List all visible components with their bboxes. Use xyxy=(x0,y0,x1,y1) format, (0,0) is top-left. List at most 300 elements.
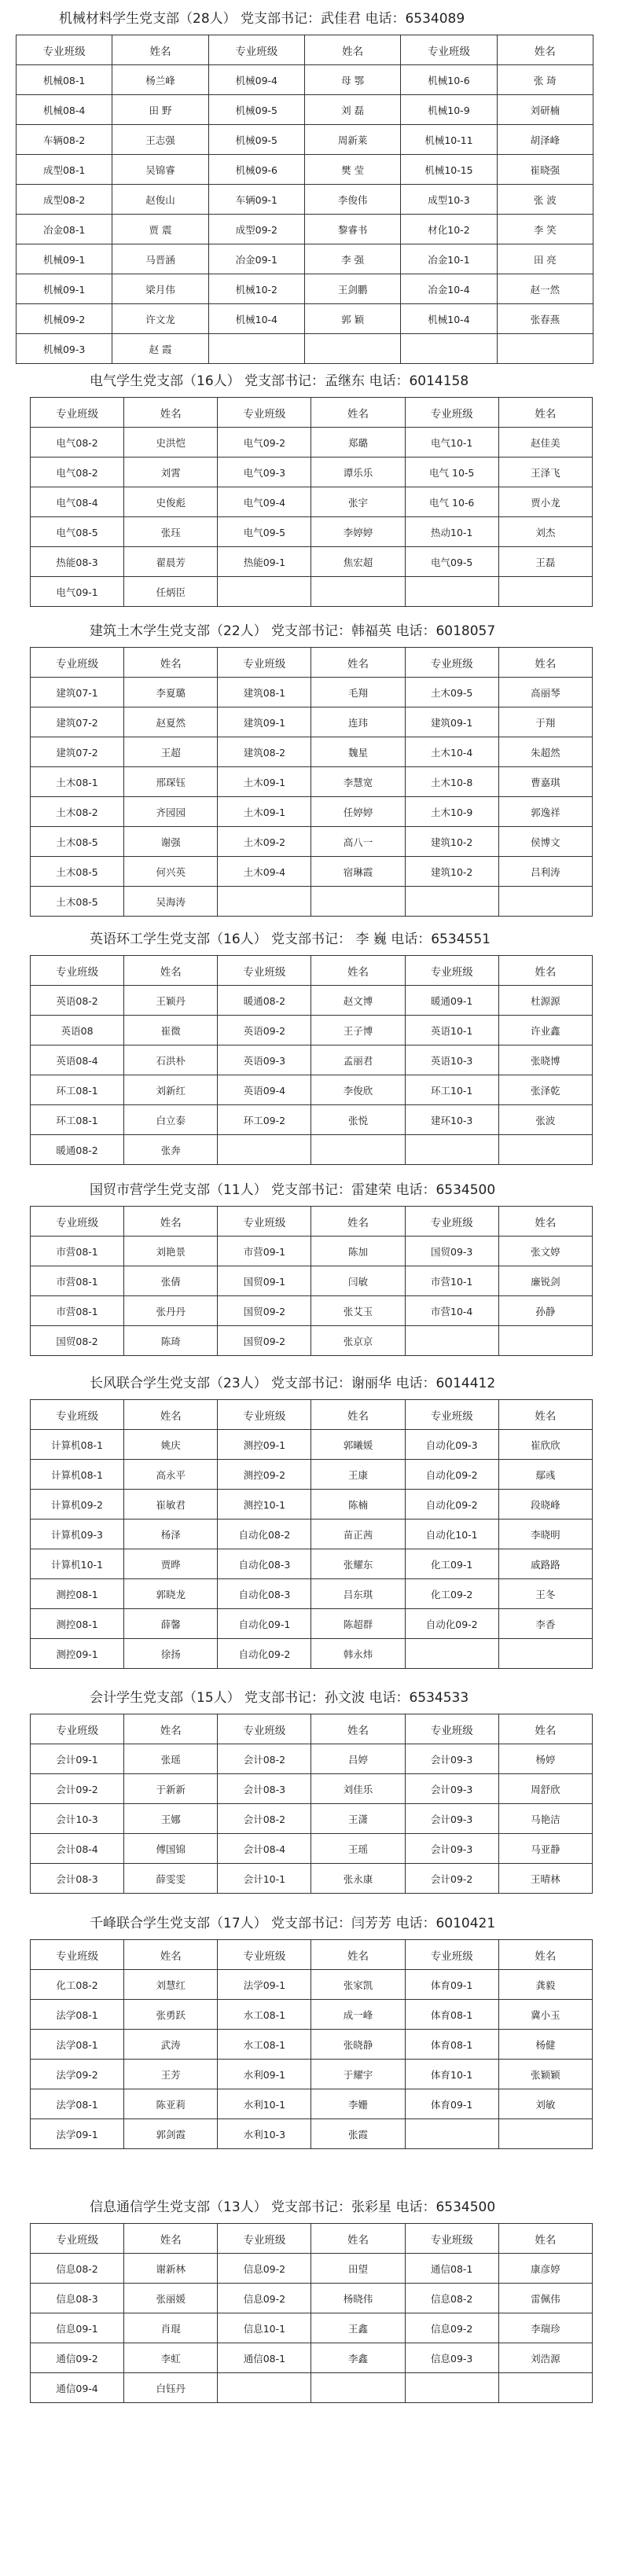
column-header: 姓名 xyxy=(311,2224,405,2254)
column-header: 姓名 xyxy=(498,1207,592,1237)
class-cell: 市营10-4 xyxy=(405,1296,498,1326)
name-cell: 于新新 xyxy=(124,1774,218,1804)
table-row xyxy=(31,1135,593,1165)
column-header: 专业班级 xyxy=(218,2224,311,2254)
name-cell: 母 鄂 xyxy=(304,65,400,95)
section-title: 信息通信学生党支部（13人） 党支部书记：张彩星 电话：6534500 xyxy=(90,2199,496,2215)
name-cell: 周新莱 xyxy=(304,125,400,155)
name-cell xyxy=(498,2119,592,2149)
table-row xyxy=(31,737,593,767)
name-cell: 朱超然 xyxy=(498,737,592,767)
table-row xyxy=(31,1639,593,1669)
class-cell: 化工08-2 xyxy=(31,1970,124,2000)
name-cell: 赵夏然 xyxy=(124,707,218,737)
table-row xyxy=(31,547,593,577)
name-cell: 任婷婷 xyxy=(311,797,405,827)
table-row xyxy=(31,2254,593,2284)
name-cell: 武涛 xyxy=(124,2030,218,2060)
class-cell: 水利10-3 xyxy=(218,2119,311,2149)
class-cell: 水工08-1 xyxy=(218,2030,311,2060)
class-cell: 机械09-5 xyxy=(208,95,304,125)
class-cell: 电气08-2 xyxy=(31,428,124,458)
branch-section-trade-marketing xyxy=(30,1174,593,1356)
name-cell: 宿琳霞 xyxy=(311,857,405,887)
column-header: 专业班级 xyxy=(401,35,497,65)
table-row xyxy=(17,244,593,274)
class-cell: 土木10-4 xyxy=(405,737,498,767)
table-row xyxy=(31,1744,593,1774)
section-title: 长风联合学生党支部（23人） 党支部书记：谢丽华 电话：6014412 xyxy=(90,1376,496,1391)
class-cell: 热动10-1 xyxy=(405,517,498,547)
column-header: 姓名 xyxy=(498,1940,592,1970)
class-cell: 信息09-2 xyxy=(218,2254,311,2284)
name-cell: 王鑫 xyxy=(311,2313,405,2343)
name-cell: 张京京 xyxy=(311,1326,405,1356)
name-cell: 孟丽君 xyxy=(311,1045,405,1075)
table-header-row xyxy=(17,35,593,65)
name-cell: 傅国锦 xyxy=(124,1834,218,1864)
class-cell: 测控08-1 xyxy=(31,1579,124,1609)
class-cell: 土木08-2 xyxy=(31,797,124,827)
name-cell: 吕婷 xyxy=(311,1744,405,1774)
name-cell: 史俊彪 xyxy=(124,487,218,517)
class-cell: 计算机10-1 xyxy=(31,1549,124,1579)
class-cell: 国贸09-2 xyxy=(218,1326,311,1356)
class-cell: 热能09-1 xyxy=(218,547,311,577)
table-row xyxy=(31,1237,593,1266)
class-cell: 土木09-1 xyxy=(218,767,311,797)
name-cell: 薛雯雯 xyxy=(124,1864,218,1894)
name-cell: 李香 xyxy=(498,1609,592,1639)
class-cell: 电气 10-5 xyxy=(405,458,498,487)
table-row xyxy=(31,767,593,797)
name-cell: 王超 xyxy=(124,737,218,767)
name-cell: 张 波 xyxy=(497,185,593,215)
class-cell xyxy=(405,1639,498,1669)
name-cell: 马晋涵 xyxy=(112,244,208,274)
table-row xyxy=(31,1016,593,1045)
name-cell: 王剑鹏 xyxy=(304,274,400,304)
class-cell: 信息08-2 xyxy=(405,2284,498,2313)
class-cell: 信息09-1 xyxy=(31,2313,124,2343)
name-cell: 张晓静 xyxy=(311,2030,405,2060)
name-cell: 贾小龙 xyxy=(498,487,592,517)
name-cell: 刘慧红 xyxy=(124,1970,218,2000)
name-cell: 石洪朴 xyxy=(124,1045,218,1075)
name-cell: 高八一 xyxy=(311,827,405,857)
name-cell xyxy=(311,1135,405,1165)
branch-section-qianfeng xyxy=(30,1908,593,2149)
name-cell: 张耀东 xyxy=(311,1549,405,1579)
table-row xyxy=(31,1105,593,1135)
class-cell: 机械09-6 xyxy=(208,155,304,185)
column-header: 姓名 xyxy=(311,648,405,678)
class-cell xyxy=(218,577,311,607)
class-cell: 土木10-9 xyxy=(405,797,498,827)
name-cell: 田 野 xyxy=(112,95,208,125)
name-cell: 杨兰峰 xyxy=(112,65,208,95)
class-cell: 电气09-3 xyxy=(218,458,311,487)
column-header: 专业班级 xyxy=(31,1940,124,1970)
column-header: 姓名 xyxy=(124,1207,218,1237)
table-row xyxy=(17,274,593,304)
class-cell: 体育08-1 xyxy=(405,2000,498,2030)
section-title: 建筑土木学生党支部（22人） 党支部书记：韩福英 电话：6018057 xyxy=(90,623,496,639)
column-header: 专业班级 xyxy=(31,648,124,678)
table-row xyxy=(31,857,593,887)
name-cell: 张晓博 xyxy=(498,1045,592,1075)
name-cell: 刘浩源 xyxy=(498,2343,592,2373)
name-cell: 梁月伟 xyxy=(112,274,208,304)
name-cell: 陈超群 xyxy=(311,1609,405,1639)
name-cell: 王颖丹 xyxy=(124,986,218,1016)
member-table xyxy=(30,397,593,607)
name-cell: 连玮 xyxy=(311,707,405,737)
table-row xyxy=(31,2089,593,2119)
table-header-row xyxy=(31,1714,593,1744)
name-cell xyxy=(498,1326,592,1356)
name-cell: 吴海涛 xyxy=(124,887,218,917)
name-cell: 曹嘉琪 xyxy=(498,767,592,797)
class-cell: 通信09-2 xyxy=(31,2343,124,2373)
name-cell: 张波 xyxy=(498,1105,592,1135)
class-cell: 机械09-3 xyxy=(17,334,112,364)
name-cell: 韩永炜 xyxy=(311,1639,405,1669)
class-cell: 成型08-2 xyxy=(17,185,112,215)
name-cell: 张泽乾 xyxy=(498,1075,592,1105)
table-header-row xyxy=(31,956,593,986)
class-cell: 自动化09-1 xyxy=(218,1609,311,1639)
name-cell: 贾 震 xyxy=(112,215,208,244)
column-header: 姓名 xyxy=(497,35,593,65)
name-cell: 李姗 xyxy=(311,2089,405,2119)
class-cell: 建筑08-2 xyxy=(218,737,311,767)
table-row xyxy=(17,334,593,364)
table-header-row xyxy=(31,1400,593,1430)
table-row xyxy=(31,887,593,917)
column-header: 姓名 xyxy=(124,648,218,678)
name-cell: 肖琨 xyxy=(124,2313,218,2343)
column-header: 专业班级 xyxy=(31,2224,124,2254)
class-cell: 市营10-1 xyxy=(405,1266,498,1296)
name-cell: 李夏璐 xyxy=(124,678,218,707)
table-row xyxy=(31,1970,593,2000)
column-header: 专业班级 xyxy=(31,1714,124,1744)
column-header: 姓名 xyxy=(311,1207,405,1237)
name-cell: 刘艳景 xyxy=(124,1237,218,1266)
name-cell: 刘新红 xyxy=(124,1075,218,1105)
name-cell: 刘敏 xyxy=(498,2089,592,2119)
name-cell: 刘研楠 xyxy=(497,95,593,125)
class-cell: 测控08-1 xyxy=(31,1609,124,1639)
class-cell: 法学09-1 xyxy=(31,2119,124,2149)
section-title: 千峰联合学生党支部（17人） 党支部书记：闫芳芳 电话：6010421 xyxy=(90,1916,496,1931)
class-cell: 建环10-3 xyxy=(405,1105,498,1135)
class-cell: 冶金10-4 xyxy=(401,274,497,304)
name-cell: 李鑫 xyxy=(311,2343,405,2373)
class-cell: 英语09-3 xyxy=(218,1045,311,1075)
class-cell: 电气09-4 xyxy=(218,487,311,517)
column-header: 专业班级 xyxy=(218,1940,311,1970)
name-cell: 段晓峰 xyxy=(498,1490,592,1520)
class-cell: 会计09-2 xyxy=(405,1864,498,1894)
name-cell: 王瑶 xyxy=(311,1834,405,1864)
class-cell: 自动化08-3 xyxy=(218,1549,311,1579)
class-cell: 电气 10-6 xyxy=(405,487,498,517)
class-cell: 自动化08-3 xyxy=(218,1579,311,1609)
column-header: 姓名 xyxy=(311,398,405,428)
table-header-row xyxy=(31,2224,593,2254)
name-cell: 赵文博 xyxy=(311,986,405,1016)
class-cell: 机械10-9 xyxy=(401,95,497,125)
name-cell: 张艾玉 xyxy=(311,1296,405,1326)
class-cell: 自动化10-1 xyxy=(405,1520,498,1549)
name-cell: 张家凯 xyxy=(311,1970,405,2000)
name-cell: 张颖颖 xyxy=(498,2060,592,2089)
name-cell: 闫敏 xyxy=(311,1266,405,1296)
member-table xyxy=(30,2223,593,2403)
class-cell: 化工09-1 xyxy=(405,1549,498,1579)
class-cell: 电气09-5 xyxy=(405,547,498,577)
class-cell: 信息09-3 xyxy=(405,2343,498,2373)
class-cell: 国贸09-3 xyxy=(405,1237,498,1266)
class-cell: 机械10-15 xyxy=(401,155,497,185)
name-cell: 雷佩伟 xyxy=(498,2284,592,2313)
name-cell: 刘杰 xyxy=(498,517,592,547)
name-cell: 张文婷 xyxy=(498,1237,592,1266)
column-header: 专业班级 xyxy=(405,1714,498,1744)
column-header: 专业班级 xyxy=(31,1207,124,1237)
name-cell: 刘佳乐 xyxy=(311,1774,405,1804)
name-cell: 李俊伟 xyxy=(304,185,400,215)
name-cell: 王晴林 xyxy=(498,1864,592,1894)
name-cell: 杨婷 xyxy=(498,1744,592,1774)
name-cell: 王磊 xyxy=(498,547,592,577)
class-cell xyxy=(208,334,304,364)
column-header: 姓名 xyxy=(124,956,218,986)
column-header: 专业班级 xyxy=(17,35,112,65)
name-cell: 郭晓龙 xyxy=(124,1579,218,1609)
class-cell: 土木08-5 xyxy=(31,887,124,917)
table-row xyxy=(31,458,593,487)
class-cell: 通信09-4 xyxy=(31,2373,124,2403)
class-cell: 水利10-1 xyxy=(218,2089,311,2119)
member-table xyxy=(16,35,593,364)
name-cell: 魏星 xyxy=(311,737,405,767)
class-cell: 环工08-1 xyxy=(31,1105,124,1135)
name-cell: 于耀宇 xyxy=(311,2060,405,2089)
class-cell: 土木08-5 xyxy=(31,827,124,857)
name-cell: 张春燕 xyxy=(497,304,593,334)
name-cell: 胡泽峰 xyxy=(497,125,593,155)
name-cell: 鄢彧 xyxy=(498,1460,592,1490)
class-cell: 法学08-1 xyxy=(31,2000,124,2030)
table-row xyxy=(31,1834,593,1864)
name-cell: 张勇跃 xyxy=(124,2000,218,2030)
column-header: 专业班级 xyxy=(405,398,498,428)
branch-section-civil xyxy=(30,616,593,917)
member-table xyxy=(30,1399,593,1669)
name-cell: 杨晓伟 xyxy=(311,2284,405,2313)
class-cell: 机械09-5 xyxy=(208,125,304,155)
class-cell: 机械10-6 xyxy=(401,65,497,95)
class-cell: 市营09-1 xyxy=(218,1237,311,1266)
class-cell: 会计10-3 xyxy=(31,1804,124,1834)
name-cell: 廉锐剑 xyxy=(498,1266,592,1296)
branch-section-electrical xyxy=(30,366,593,607)
table-row xyxy=(31,1774,593,1804)
name-cell xyxy=(497,334,593,364)
section-title: 电气学生党支部（16人） 党支部书记：孟继东 电话：6014158 xyxy=(90,373,469,389)
class-cell xyxy=(218,2373,311,2403)
class-cell: 会计08-4 xyxy=(218,1834,311,1864)
class-cell: 土木10-8 xyxy=(405,767,498,797)
class-cell: 会计08-3 xyxy=(31,1864,124,1894)
class-cell: 会计08-3 xyxy=(218,1774,311,1804)
class-cell: 通信08-1 xyxy=(218,2343,311,2373)
column-header: 专业班级 xyxy=(405,956,498,986)
table-row xyxy=(31,707,593,737)
class-cell: 会计08-4 xyxy=(31,1834,124,1864)
class-cell: 国贸09-1 xyxy=(218,1266,311,1296)
class-cell: 建筑07-1 xyxy=(31,678,124,707)
column-header: 专业班级 xyxy=(218,648,311,678)
table-row xyxy=(31,1549,593,1579)
name-cell: 李慧宽 xyxy=(311,767,405,797)
class-cell: 冶金09-1 xyxy=(208,244,304,274)
name-cell: 姚庆 xyxy=(124,1430,218,1460)
name-cell: 苗正茜 xyxy=(311,1520,405,1549)
name-cell: 郭曦媛 xyxy=(311,1430,405,1460)
class-cell: 英语09-4 xyxy=(218,1075,311,1105)
class-cell: 建筑09-1 xyxy=(218,707,311,737)
table-row xyxy=(31,1579,593,1609)
name-cell: 赵俊山 xyxy=(112,185,208,215)
table-row xyxy=(17,304,593,334)
class-cell: 机械08-1 xyxy=(17,65,112,95)
class-cell: 测控09-1 xyxy=(31,1639,124,1669)
column-header: 专业班级 xyxy=(218,1207,311,1237)
class-cell: 会计10-1 xyxy=(218,1864,311,1894)
member-table xyxy=(30,1714,593,1894)
table-row xyxy=(17,215,593,244)
table-row xyxy=(17,185,593,215)
name-cell: 冀小玉 xyxy=(498,2000,592,2030)
column-header: 专业班级 xyxy=(208,35,304,65)
table-row xyxy=(31,986,593,1016)
section-title: 英语环工学生党支部（16人） 党支部书记： 李 巍 电话：6534551 xyxy=(90,932,491,947)
name-cell: 孙静 xyxy=(498,1296,592,1326)
class-cell: 英语10-1 xyxy=(405,1016,498,1045)
class-cell: 市营08-1 xyxy=(31,1296,124,1326)
table-row xyxy=(17,65,593,95)
name-cell xyxy=(311,577,405,607)
table-row xyxy=(31,2060,593,2089)
class-cell: 信息08-3 xyxy=(31,2284,124,2313)
name-cell: 崔微 xyxy=(124,1016,218,1045)
name-cell: 郭逸祥 xyxy=(498,797,592,827)
table-header-row xyxy=(31,1207,593,1237)
class-cell: 机械10-2 xyxy=(208,274,304,304)
column-header: 专业班级 xyxy=(218,398,311,428)
name-cell: 崔晓强 xyxy=(497,155,593,185)
class-cell: 会计09-3 xyxy=(405,1804,498,1834)
name-cell: 刘 磊 xyxy=(304,95,400,125)
class-cell: 信息09-2 xyxy=(218,2284,311,2313)
table-row xyxy=(31,1266,593,1296)
class-cell: 会计08-2 xyxy=(218,1804,311,1834)
class-cell: 自动化09-2 xyxy=(405,1609,498,1639)
name-cell: 王泽飞 xyxy=(498,458,592,487)
class-cell: 法学09-1 xyxy=(218,1970,311,2000)
class-cell: 土木08-1 xyxy=(31,767,124,797)
name-cell: 谭乐乐 xyxy=(311,458,405,487)
name-cell: 高丽琴 xyxy=(498,678,592,707)
name-cell: 李 强 xyxy=(304,244,400,274)
name-cell: 郑璐 xyxy=(311,428,405,458)
name-cell: 陈亚莉 xyxy=(124,2089,218,2119)
column-header: 专业班级 xyxy=(31,398,124,428)
class-cell: 建筑10-2 xyxy=(405,857,498,887)
member-table xyxy=(30,1206,593,1356)
name-cell: 王子博 xyxy=(311,1016,405,1045)
name-cell: 樊 莹 xyxy=(304,155,400,185)
class-cell xyxy=(218,1135,311,1165)
table-row xyxy=(17,155,593,185)
class-cell: 计算机09-2 xyxy=(31,1490,124,1520)
column-header: 姓名 xyxy=(124,398,218,428)
class-cell: 建筑07-2 xyxy=(31,707,124,737)
name-cell: 赵 霞 xyxy=(112,334,208,364)
name-cell: 吴锦睿 xyxy=(112,155,208,185)
class-cell: 机械09-4 xyxy=(208,65,304,95)
class-cell: 电气09-5 xyxy=(218,517,311,547)
name-cell: 李虹 xyxy=(124,2343,218,2373)
name-cell: 张丹丹 xyxy=(124,1296,218,1326)
class-cell: 体育09-1 xyxy=(405,1970,498,2000)
table-row xyxy=(31,797,593,827)
name-cell: 谢强 xyxy=(124,827,218,857)
class-cell: 成型10-3 xyxy=(401,185,497,215)
table-header-row xyxy=(31,398,593,428)
name-cell: 王娜 xyxy=(124,1804,218,1834)
name-cell: 王志强 xyxy=(112,125,208,155)
name-cell: 张珏 xyxy=(124,517,218,547)
name-cell: 王冬 xyxy=(498,1579,592,1609)
name-cell: 史洪恺 xyxy=(124,428,218,458)
class-cell: 成型08-1 xyxy=(17,155,112,185)
table-row xyxy=(31,487,593,517)
name-cell: 杨泽 xyxy=(124,1520,218,1549)
column-header: 专业班级 xyxy=(31,1400,124,1430)
table-row xyxy=(17,95,593,125)
name-cell: 黎睿书 xyxy=(304,215,400,244)
class-cell: 机械10-4 xyxy=(401,304,497,334)
column-header: 姓名 xyxy=(498,2224,592,2254)
table-row xyxy=(31,2373,593,2403)
column-header: 姓名 xyxy=(498,1714,592,1744)
section-title: 会计学生党支部（15人） 党支部书记：孙文波 电话：6534533 xyxy=(90,1690,469,1706)
name-cell: 李晓明 xyxy=(498,1520,592,1549)
column-header: 专业班级 xyxy=(405,648,498,678)
class-cell: 机械09-1 xyxy=(17,244,112,274)
name-cell: 张悦 xyxy=(311,1105,405,1135)
name-cell: 张宇 xyxy=(311,487,405,517)
class-cell: 土木09-1 xyxy=(218,797,311,827)
name-cell: 郭剑霞 xyxy=(124,2119,218,2149)
class-cell: 暖通08-2 xyxy=(218,986,311,1016)
class-cell: 英语10-3 xyxy=(405,1045,498,1075)
